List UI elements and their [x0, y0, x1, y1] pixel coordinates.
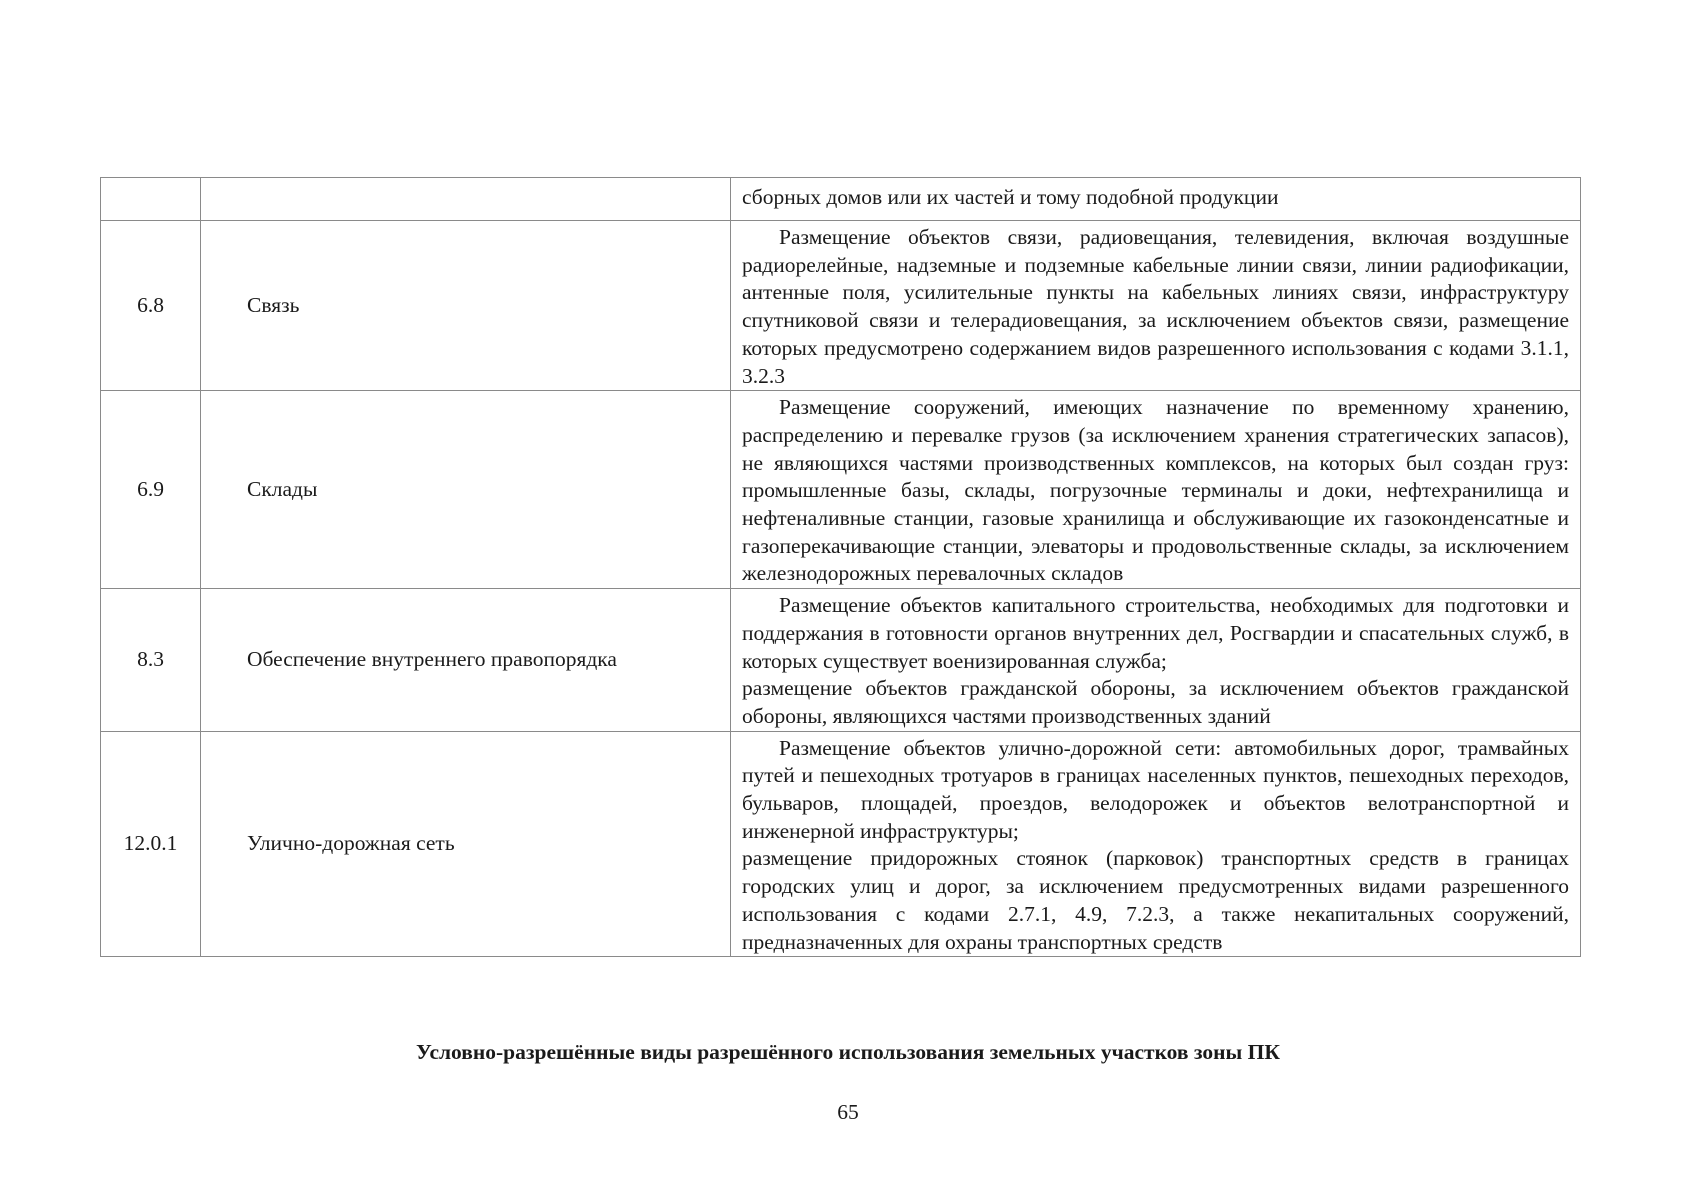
row-description — [731, 391, 1581, 589]
description-paragraph: Размещение объектов капитального строительства, необходимых для подготовки и поддержания в готовности органов внутренних дел, Росгвардии и спасательных служб, в которых существует военизированная служба; — [742, 593, 1569, 673]
description-paragraph: Размещение объектов улично-дорожной сети: автомобильных дорог, трамвайных путей и пешеходных тротуаров в границах населенных пунктов, пешеходных переходов, бульваров, площадей, проездов, велодорожек и объектов велотранспортной и инженерной инфраструктуры; — [742, 735, 1569, 843]
section-heading: Условно-разрешённые виды разрешённого использования земельных участков зоны ПК — [415, 1040, 1280, 1064]
row-name: Связь — [201, 221, 731, 391]
table-row — [101, 731, 1581, 957]
description-paragraph: Размещение сооружений, имеющих назначение по временному хранению, распределению и перевалке грузов (за исключением хранения стратегических запасов), не являющихся частями производственных комплексов, на которых был создан груз: промышленные базы, склады, погрузочные терминалы и доки, нефтехранилища и нефтеналивные станции, газовые хранилища и обслуживающие их газоконденсатные и газоперекачивающие станции, элеваторы и продовольственные склады, за исключением железнодорожных перевалочных складов — [742, 395, 1569, 586]
table-row — [101, 391, 1581, 589]
description-paragraph: сборных домов или их частей и тому подобной продукции — [742, 185, 1279, 209]
row-description — [731, 221, 1581, 391]
description-paragraph: размещение объектов гражданской обороны, за исключением объектов гражданской обороны, являющихся частями производственных зданий — [742, 676, 1569, 728]
table-row — [101, 589, 1581, 732]
land-use-table — [100, 177, 1581, 957]
row-code: 12.0.1 — [101, 731, 201, 957]
row-name: Обеспечение внутреннего правопорядка — [201, 589, 731, 732]
table-row — [101, 221, 1581, 391]
row-code: 8.3 — [101, 589, 201, 732]
table-row — [101, 178, 1581, 221]
row-name — [201, 178, 731, 221]
row-code — [101, 178, 201, 221]
description-paragraph: Размещение объектов связи, радиовещания, телевидения, включая воздушные радиорелейные, надземные и подземные кабельные линии связи, линии радиофикации, антенные поля, усилительные пункты на кабельных линиях связи, инфраструктуру спутниковой связи и телерадиовещания, за исключением объектов связи, размещение которых предусмотрено содержанием видов разрешенного использования с кодами 3.1.1, 3.2.3 — [742, 225, 1569, 388]
row-code: 6.9 — [101, 391, 201, 589]
page-number: 65 — [837, 1100, 859, 1124]
row-description — [731, 178, 1581, 221]
row-code: 6.8 — [101, 221, 201, 391]
row-name: Склады — [201, 391, 731, 589]
row-description — [731, 731, 1581, 957]
description-paragraph: размещение придорожных стоянок (парковок) транспортных средств в границах городских улиц и дорог, за исключением предусмотренных видами разрешенного использования с кодами 2.7.1, 4.9, 7.2.3, а также некапитальных сооружений, предназначенных для охраны транспортных средств — [742, 846, 1569, 954]
row-name: Улично-дорожная сеть — [201, 731, 731, 957]
row-description — [731, 589, 1581, 732]
